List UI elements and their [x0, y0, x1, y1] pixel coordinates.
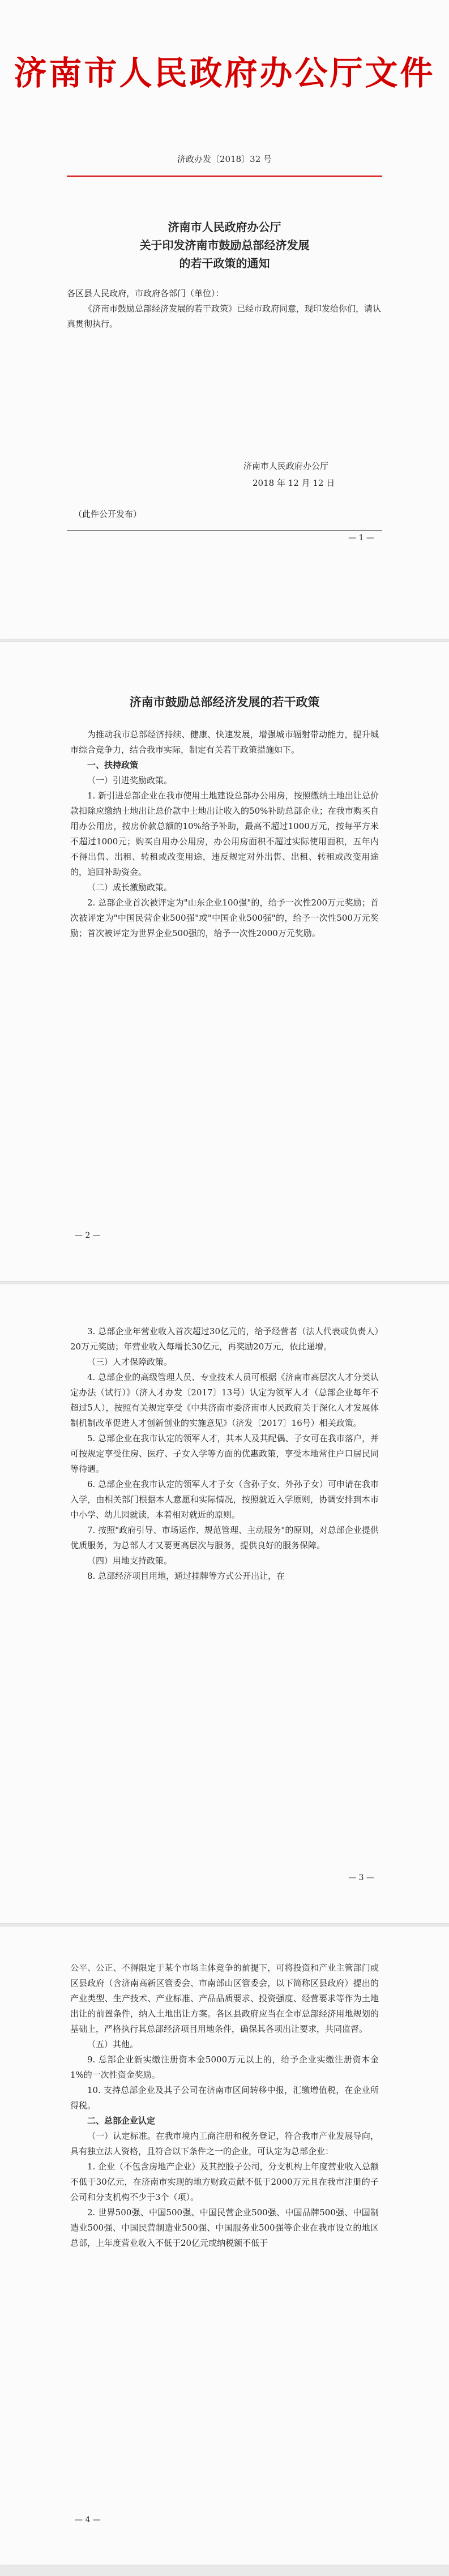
subsection-heading: （三）人才保障政策。	[87, 1357, 173, 1367]
issuer: 济南市人民政府办公厅	[243, 461, 329, 471]
document-page-2	[0, 642, 449, 1281]
section-heading: 一、扶持政策	[87, 760, 139, 770]
policy-title: 济南市鼓励总部经济发展的若干政策	[129, 695, 320, 709]
section-heading: 二、总部企业认定	[87, 2116, 156, 2126]
addressees: 各区县人民政府，市政府各部门（单位）：	[67, 288, 224, 298]
policy-item-continuation: 公平、公正、不得限定于某个市场主体竞争的前提下，可将投资和产业主管部门或区县政府（含济南高新区管委会、市南部山区管委会，以下简称区县政府）提出的产业类型、生产技术、产业标准、产品品质要求、投资强度、经营要求等作为土地出让的前置条件，纳入土地出让方案。各区县政府应当在全市总部经济用地规划的基础上，严格执行其总部经济项目用地条件，确保其各项出让要求，共同监督。	[70, 1963, 379, 2034]
policy-body-part-1	[70, 727, 379, 941]
policy-item: 2. 总部企业首次被评定为"山东企业100强"的，给予一次性200万元奖励；首次被评定为"中国民营企业500强"或"中国企业500强"的，给予一次性500万元奖励；首次被评定为世界企业500强的，给予一次性2000万元奖励。	[70, 898, 379, 938]
page-number: — 1 —	[348, 533, 374, 542]
notice-title	[51, 218, 398, 272]
notice-title-line-3: 的若干政策的通知	[179, 257, 270, 270]
policy-body-part-3	[70, 1960, 379, 2251]
page-number: — 3 —	[348, 1873, 374, 1882]
policy-item: 9. 总部企业新实缴注册资本金5000万元以上的，给予企业实缴注册资本金1%的一次性资金奖励。	[70, 2054, 379, 2080]
recognition-item: 2. 世界500强、中国500强、中国民营企业500强、中国品牌500强、中国制造业500强、中国民营制造业500强、中国服务业500强等企业在我市设立的地区总部，上年度营业收入不低于20亿元或纳税额不低于	[70, 2207, 379, 2248]
document-number: 济政办发〔2018〕32 号	[177, 154, 272, 164]
notice-text: 《济南市鼓励总部经济发展的若干政策》已经市政府同意，现印发给你们，请认真贯彻执行。	[67, 304, 382, 329]
policy-item: 7. 按照"政府引导、市场运作、规范管理、主动服务"的原则，对总部企业提供优质服务，为总部人才又要更高层次与服务，提供良好的服务保障。	[70, 1525, 379, 1550]
subsection-heading: （五）其他。	[87, 2039, 139, 2049]
document-page-3	[0, 1284, 449, 1923]
document-page-1	[0, 0, 449, 639]
policy-item: 5. 总部企业在我市认定的领军人才，其本人及其配偶、子女可在我市落户，并可按规定享受住房、医疗、子女入学等方面的优惠政策，享受本地常住户口居民同等待遇。	[70, 1433, 379, 1474]
notice-body	[67, 286, 382, 332]
notice-title-line-2: 关于印发济南市鼓励总部经济发展	[139, 238, 310, 252]
recognition-intro: （一）认定标准。在我市境内工商注册和税务登记，符合我市产业发展导向，具有独立法人资格，且符合以下条件之一的企业，可认定为总部企业：	[70, 2131, 379, 2156]
page-number: — 2 —	[75, 1231, 101, 1240]
policy-item: 6. 总部企业在我市认定的领军人才子女（含孙子女、外孙子女）可申请在我市入学，由相关部门根据本人意愿和实际情况，按照就近入学原则，协调安排到本市中小学、幼儿园就读，本着相对就近的原则。	[70, 1479, 379, 1520]
policy-item: 3. 总部企业年营业收入首次超过30亿元的，给予经营者（法人代表或负责人）20万元奖励；年营业收入每增长30亿元，再奖励20万元，依此递增。	[70, 1326, 379, 1352]
document-page-4	[0, 1926, 449, 2565]
red-header-title: 济南市人民政府办公厅文件	[14, 54, 435, 92]
subsection-heading: （一）引进奖励政策。	[87, 775, 173, 785]
footer-rule	[67, 530, 382, 531]
recognition-item: 1. 企业（不包含房地产企业）及其控股子公司，分支机构上年度营业收入总额不低于30亿元，在济南市实现的地方财政贡献不低于2000万元且在我市注册的子公司和分支机构不少于3个（项）。	[70, 2161, 379, 2202]
subsection-heading: （二）成长激励政策。	[87, 882, 173, 892]
policy-item: 8. 总部经济项目用地，通过挂牌等方式公开出让，在	[87, 1571, 285, 1581]
policy-intro: 为推动我市总部经济持续、健康、快速发展，增强城市辐射带动能力，提升城市综合竞争力，结合我市实际，制定有关若干政策措施如下。	[70, 729, 379, 755]
policy-item: 1. 新引进总部企业在我市使用土地建设总部办公用房，按照缴纳土地出让总价款扣除应缴纳土地出让总价款中土地出让收入的50%补助总部企业；在我市购买自用办公用房，按房价款总额的10%给予补助，最高不超过1000万元，按每平方米不超过1000元；购买自用办公用房，办公用房面积不超过实际使用面积，五年内不得出售、出租、转租或改变用途，违反规定对外出售、出租、转租或改变用途的，追回补助资金。	[70, 791, 379, 877]
policy-body-part-2	[70, 1324, 379, 1584]
red-divider	[67, 176, 382, 177]
release-note: （此件公开发布）	[74, 509, 142, 519]
issue-date: 2018 年 12 月 12 日	[253, 478, 335, 488]
page-number: — 4 —	[75, 2515, 101, 2524]
policy-item: 4. 总部企业的高级管理人员、专业技术人员可根据《济南市高层次人才分类认定办法（试行）》（济人才办发〔2017〕13号）认定为领军人才（总部企业每年不超过5人），按照有关规定享受《中共济南市委济南市人民政府关于深化人才发展体制机制改革促进人才创新创业的实施意见》（济发〔2017〕16号）相关政策。	[70, 1372, 379, 1428]
subsection-heading: （四）用地支持政策。	[87, 1556, 173, 1566]
policy-item: 10. 支持总部企业及其子公司在济南市区间转移中报，汇缴增值税，在企业所得税。	[70, 2085, 379, 2111]
notice-title-line-1: 济南市人民政府办公厅	[168, 220, 281, 234]
